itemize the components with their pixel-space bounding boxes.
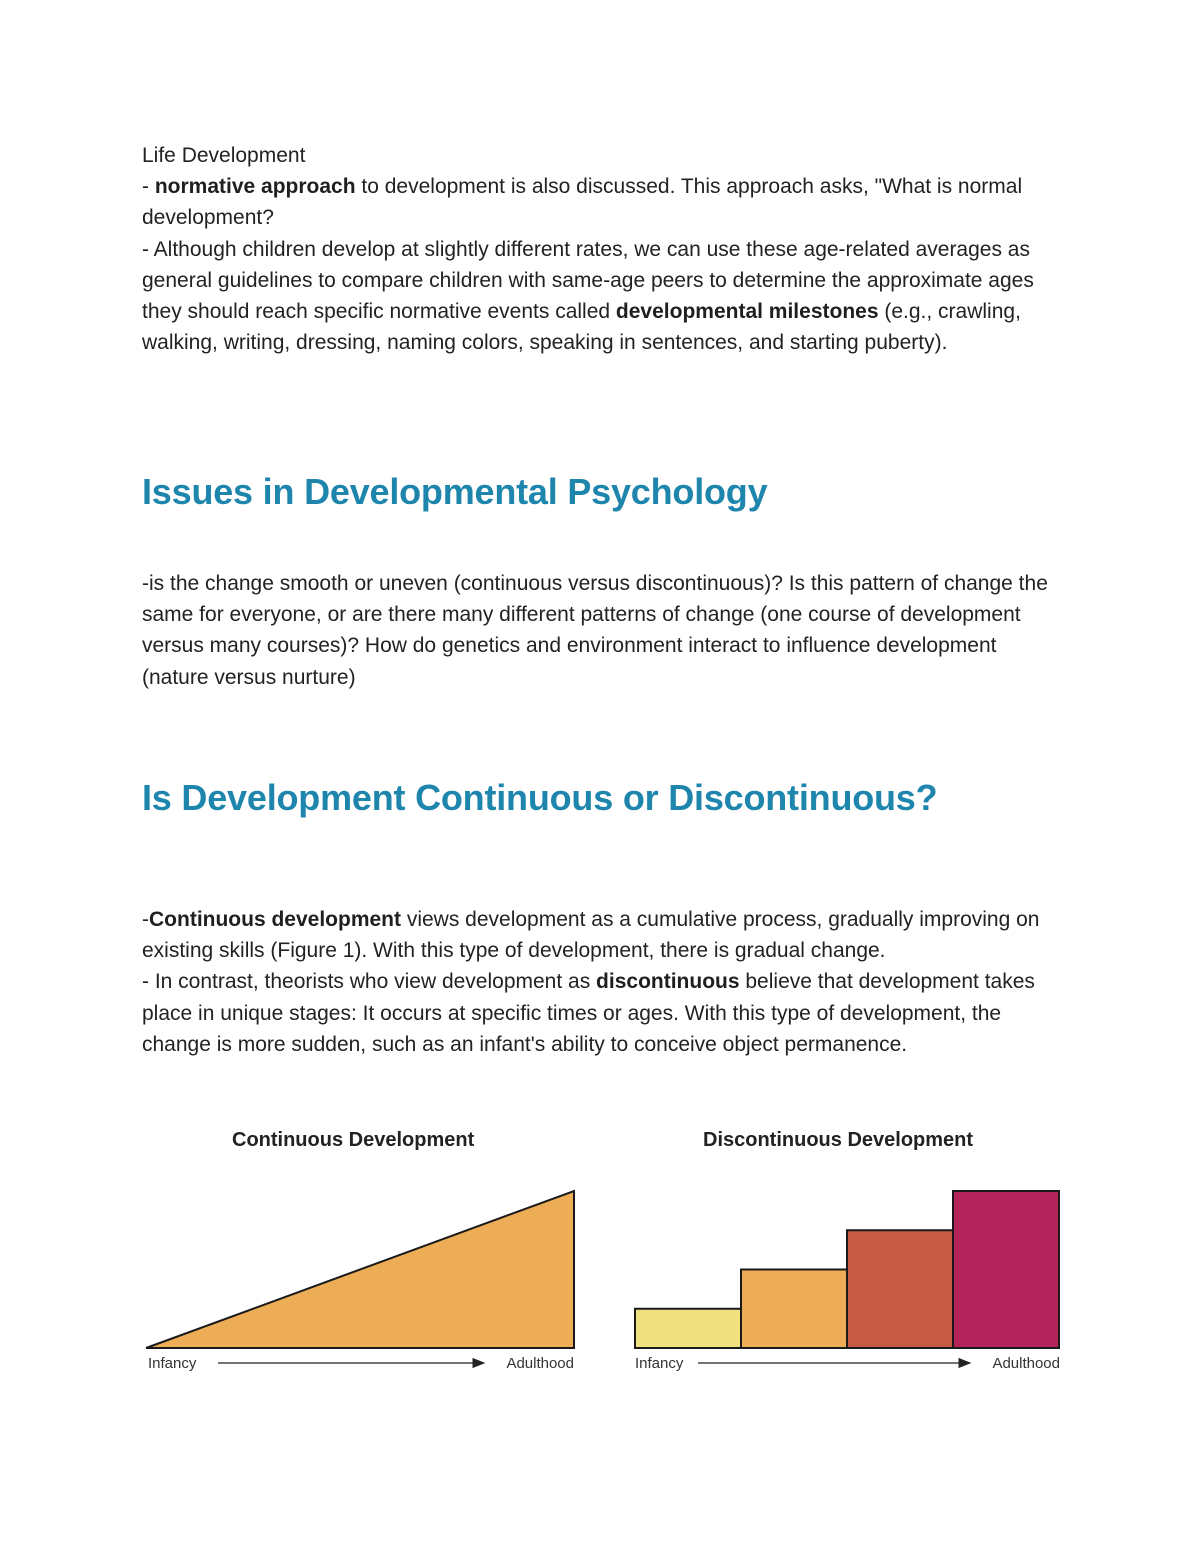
- continuous-ramp: [146, 1191, 574, 1348]
- stage-block-2: [741, 1270, 847, 1349]
- continuous-text: views development as a cumulative process, gradually improving on existing skills (Figure 1). With this type of development, there is gradual change.: [142, 908, 1040, 963]
- stage-block-4: [953, 1191, 1059, 1348]
- milestones-text: - Although children develop at slightly different rates, we can use these age-related averages as general guidelines to compare children with same-age peers to determine the approximate ages they should reach specific normative events called: [142, 237, 1034, 324]
- milestones-examples: (e.g., crawling, walking, writing, dressing, naming colors, speaking in sentences, and starting puberty).: [142, 300, 1021, 355]
- development-figure: [0, 1125, 1200, 1385]
- normative-approach-paragraph: [142, 171, 1062, 233]
- bullet-dash: -: [142, 908, 149, 931]
- stage-block-1: [635, 1309, 741, 1348]
- issues-heading: Issues in Developmental Psychology: [142, 471, 768, 512]
- figure-graphics: [0, 1125, 1200, 1385]
- intro-section: [142, 140, 1062, 358]
- continuous-end-label: Adulthood: [506, 1355, 574, 1372]
- continuity-heading: Is Development Continuous or Discontinuous?: [142, 777, 938, 818]
- discontinuous-start-label: Infancy: [635, 1355, 684, 1372]
- issues-paragraph: -is the change smooth or uneven (continuous versus discontinuous)? Is this pattern of change the same for everyone, or are there many different patterns of change (one course of development versus many courses)? How do genetics and environment interact to influence development (nature versus nurture): [142, 572, 1048, 689]
- discontinuous-intro: - In contrast, theorists who view development as: [142, 970, 597, 994]
- issues-section: [142, 568, 1062, 693]
- discontinuous-figure-title: Discontinuous Development: [703, 1129, 974, 1151]
- term-discontinuous: discontinuous: [596, 970, 740, 994]
- term-normative-approach: normative approach: [154, 175, 356, 199]
- discontinuous-steps: [635, 1191, 1059, 1348]
- continuity-section: [142, 904, 1062, 1060]
- normative-approach-text: to development is also discussed. This approach asks, "What is normal development?: [142, 175, 1023, 230]
- term-developmental-milestones: developmental milestones: [615, 300, 879, 324]
- milestones-paragraph: [142, 234, 1062, 359]
- discontinuous-end-label: Adulthood: [992, 1355, 1060, 1372]
- term-continuous-development: Continuous development: [149, 908, 401, 931]
- continuous-figure-title: Continuous Development: [232, 1129, 475, 1151]
- continuous-start-label: Infancy: [148, 1355, 197, 1372]
- stage-block-3: [847, 1230, 953, 1348]
- discontinuous-text: believe that development takes place in unique stages: It occurs at specific times or ages. With this type of development, the change is more sudden, such as an infant's ability to conceive object permanence.: [142, 970, 1035, 1056]
- discontinuous-paragraph: [142, 966, 1062, 1060]
- intro-title: Life Development: [142, 144, 306, 167]
- continuous-paragraph: [142, 904, 1062, 966]
- bullet-dash: -: [142, 175, 155, 199]
